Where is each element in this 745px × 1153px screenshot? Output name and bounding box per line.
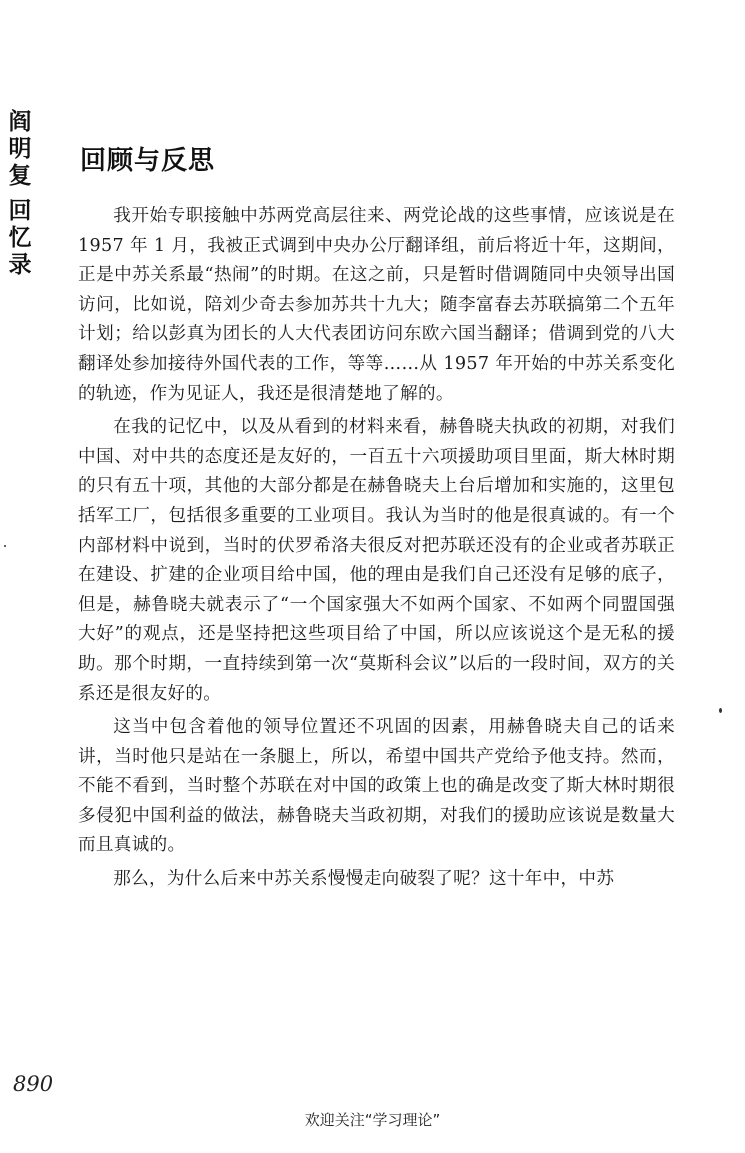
paragraph: 我开始专职接触中苏两党高层往来、两党论战的这些事情，应该说是在 1957 年 1 月，我被正式调到中央办公厅翻译组，前后将近十年，这期间，正是中苏关系最“热闹”的时期。在这之前，只是暂时借调随同中央领导出国访问，比如说，陪刘少奇去参加苏共十九大；随李富春去苏联搞第二个五年计划；给以彭真为团长的人大代表团访问东欧六国当翻译；借调到党的八大翻译处参加接待外国代表的工作，等等……从 1957 年开始的中苏关系变化的轨迹，作为见证人，我还是很清楚地了解的。 (78, 206, 675, 404)
scan-speck (4, 545, 6, 547)
side-title-gap (6, 189, 34, 197)
chapter-title: 回顾与反思 (80, 146, 216, 176)
paragraph: 在我的记忆中，以及从看到的材料来看，赫鲁晓夫执政的初期，对我们中国、对中共的态度还是友好的，一百五十六项援助项目里面，斯大林时期的只有五十项，其他的大部分都是在赫鲁晓夫上台后增加和实施的，这里包括军工厂，包括很多重要的工业项目。我认为当时的他是很真诚的。有一个内部材料中说到，当时的伏罗希洛夫很反对把苏联还没有的企业或者苏联正在建设、扩建的企业项目给中国，他的理由是我们自己还没有足够的底子，但是，赫鲁晓夫就表示了“一个国家强大不如两个国家、不如两个同盟国强大好”的观点，还是坚持把这些项目给了中国，所以应该说这个是无私的援助。那个时期，一直持续到第一次“莫斯科会议”以后的一段时间，双方的关系还是很友好的。 (78, 417, 675, 704)
side-title-author-char: 明 (8, 135, 32, 162)
footer-note: 欢迎关注“学习理论” (304, 1111, 441, 1129)
paragraph: 那么，为什么后来中苏关系慢慢走向破裂了呢？这十年中，中苏 (113, 869, 615, 890)
side-title-series-char: 回 (8, 197, 32, 224)
side-title-series-char: 录 (8, 251, 32, 278)
side-title-author-char: 复 (8, 162, 32, 189)
page-number: 890 (13, 1072, 54, 1096)
scan-speck (719, 708, 722, 713)
side-book-title (6, 108, 34, 278)
side-title-author-char: 阎 (8, 108, 32, 135)
body-text (78, 202, 675, 899)
side-title-series-char: 忆 (8, 224, 32, 251)
paragraph: 这当中包含着他的领导位置还不巩固的因素，用赫鲁晓夫自己的话来讲，当时他只是站在一条腿上，所以，希望中国共产党给予他支持。然而，不能不看到，当时整个苏联在对中国的政策上也的确是改变了斯大林时期很多侵犯中国利益的做法，赫鲁晓夫当政初期，对我们的援助应该说是数量大而且真诚的。 (78, 717, 675, 856)
